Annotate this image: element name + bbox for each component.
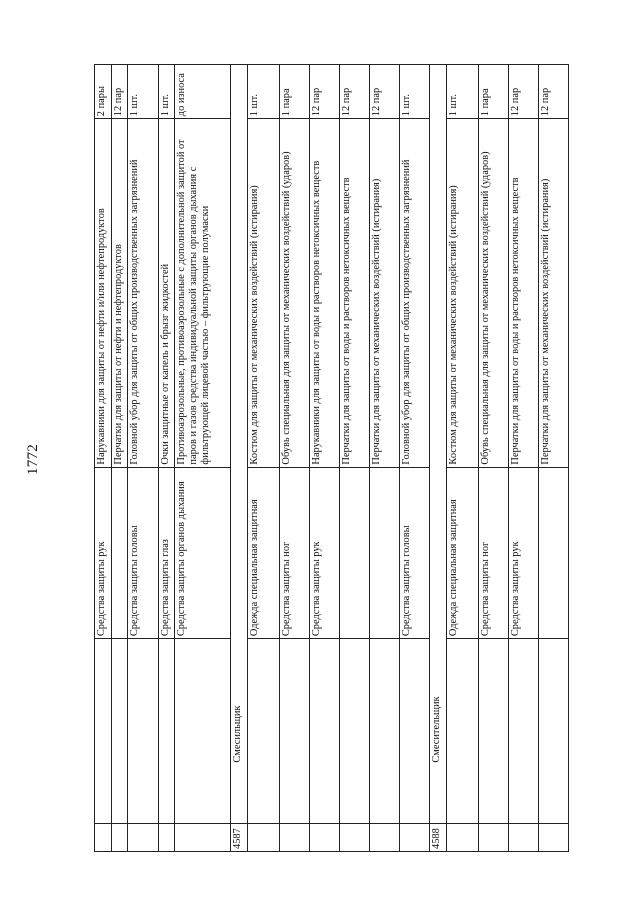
- cell-profession: [479, 639, 509, 823]
- table-row: [280, 65, 310, 852]
- cell-quantity: 12 пар: [340, 65, 370, 119]
- cell-profession: [340, 639, 370, 823]
- cell-ppe-category: Средства защиты головы: [400, 467, 430, 639]
- cell-quantity: 1 шт.: [248, 65, 280, 119]
- table-row: [479, 65, 509, 852]
- cell-code: [400, 823, 430, 851]
- rotated-table-wrapper: [94, 64, 560, 852]
- cell-quantity: 12 пар: [539, 65, 569, 119]
- cell-ppe-category: Средства защиты глаз: [159, 467, 175, 639]
- cell-code: [447, 823, 479, 851]
- profession-row: [231, 65, 248, 852]
- cell-ppe-item: Перчатки для защиты от нефти и нефтепродуктов: [112, 119, 128, 467]
- ppe-table-body: [95, 65, 569, 852]
- cell-ppe-item: Головной убор для защиты от общих производственных загрязнений: [128, 119, 159, 467]
- cell-ppe-item: Обувь специальная для защиты от механических воздействий (ударов): [479, 119, 509, 467]
- profession-name: Смесительщик: [430, 65, 447, 824]
- cell-ppe-item: Перчатки для защиты от механических воздействий (истирания): [370, 119, 400, 467]
- cell-code: [479, 823, 509, 851]
- cell-ppe-category: Средства защиты головы: [128, 467, 159, 639]
- profession-code: 4588: [430, 823, 447, 851]
- table-row: [340, 65, 370, 852]
- table-row: [447, 65, 479, 852]
- cell-code: [539, 823, 569, 851]
- cell-ppe-item: Перчатки для защиты от механических воздействий (истирания): [539, 119, 569, 467]
- cell-code: [280, 823, 310, 851]
- cell-ppe-category: Средства защиты ног: [479, 467, 509, 639]
- cell-profession: [159, 639, 175, 823]
- cell-code: [509, 823, 539, 851]
- cell-ppe-item: Очки защитные от капель и брызг жидкостей: [159, 119, 175, 467]
- cell-quantity: 1 пара: [280, 65, 310, 119]
- profession-name: Смесильщик: [231, 65, 248, 824]
- cell-profession: [539, 639, 569, 823]
- cell-quantity: 1 шт.: [400, 65, 430, 119]
- page-number-text: 1772: [25, 443, 42, 475]
- cell-profession: [95, 639, 112, 823]
- table-row: [248, 65, 280, 852]
- cell-quantity: 12 пар: [112, 65, 128, 119]
- cell-quantity: 2 пары: [95, 65, 112, 119]
- cell-quantity: 1 шт.: [159, 65, 175, 119]
- cell-ppe-item: Нарукавники для защиты от воды и растворов нетоксичных веществ: [310, 119, 340, 467]
- cell-ppe-category: [539, 467, 569, 639]
- cell-profession: [128, 639, 159, 823]
- cell-ppe-item: Нарукавники для защиты от нефти и/или нефтепродуктов: [95, 119, 112, 467]
- cell-ppe-category: Средства защиты рук: [95, 467, 112, 639]
- table-row: [128, 65, 159, 852]
- cell-profession: [370, 639, 400, 823]
- table-row: [310, 65, 340, 852]
- cell-ppe-item: Костюм для защиты от механических воздействий (истирания): [447, 119, 479, 467]
- cell-ppe-item: Костюм для защиты от механических воздействий (истирания): [248, 119, 280, 467]
- cell-quantity: 1 пара: [479, 65, 509, 119]
- cell-ppe-item: Противоаэрозольные, противоаэрозольные с дополнительной защитой от паров и газов средства индивидуальной защиты органов дыхания с фильтрующей лицевой частью – фильтрующие полумаски: [175, 119, 231, 467]
- cell-ppe-category: Средства защиты рук: [509, 467, 539, 639]
- profession-code: 4587: [231, 823, 248, 851]
- cell-ppe-category: Средства защиты органов дыхания: [175, 467, 231, 639]
- cell-quantity: 12 пар: [370, 65, 400, 119]
- cell-quantity: 1 шт.: [128, 65, 159, 119]
- cell-code: [159, 823, 175, 851]
- table-row: [509, 65, 539, 852]
- cell-code: [128, 823, 159, 851]
- cell-profession: [400, 639, 430, 823]
- cell-ppe-item: Головной убор для защиты от общих производственных загрязнений: [400, 119, 430, 467]
- cell-code: [340, 823, 370, 851]
- cell-ppe-category: [340, 467, 370, 639]
- cell-profession: [175, 639, 231, 823]
- cell-ppe-item: Перчатки для защиты от воды и растворов нетоксичных веществ: [340, 119, 370, 467]
- cell-ppe-item: Перчатки для защиты от воды и растворов нетоксичных веществ: [509, 119, 539, 467]
- table-row: [112, 65, 128, 852]
- cell-quantity: 12 пар: [310, 65, 340, 119]
- cell-ppe-category: [370, 467, 400, 639]
- table-row: [400, 65, 430, 852]
- table-row: [95, 65, 112, 852]
- cell-ppe-category: Одежда специальная защитная: [248, 467, 280, 639]
- cell-quantity: 1 шт.: [447, 65, 479, 119]
- page-number: [22, 440, 46, 478]
- table-row: [370, 65, 400, 852]
- cell-profession: [310, 639, 340, 823]
- cell-quantity: до износа: [175, 65, 231, 119]
- cell-code: [370, 823, 400, 851]
- table-row: [175, 65, 231, 852]
- ppe-table: [94, 64, 569, 852]
- table-row: [539, 65, 569, 852]
- cell-ppe-category: [112, 467, 128, 639]
- cell-profession: [280, 639, 310, 823]
- cell-code: [248, 823, 280, 851]
- cell-code: [175, 823, 231, 851]
- cell-profession: [447, 639, 479, 823]
- cell-code: [95, 823, 112, 851]
- cell-ppe-category: Средства защиты рук: [310, 467, 340, 639]
- cell-ppe-category: Одежда специальная защитная: [447, 467, 479, 639]
- cell-code: [112, 823, 128, 851]
- cell-profession: [509, 639, 539, 823]
- cell-ppe-category: Средства защиты ног: [280, 467, 310, 639]
- cell-profession: [112, 639, 128, 823]
- cell-profession: [248, 639, 280, 823]
- cell-code: [310, 823, 340, 851]
- cell-ppe-item: Обувь специальная для защиты от механических воздействий (ударов): [280, 119, 310, 467]
- profession-row: [430, 65, 447, 852]
- cell-quantity: 12 пар: [509, 65, 539, 119]
- table-row: [159, 65, 175, 852]
